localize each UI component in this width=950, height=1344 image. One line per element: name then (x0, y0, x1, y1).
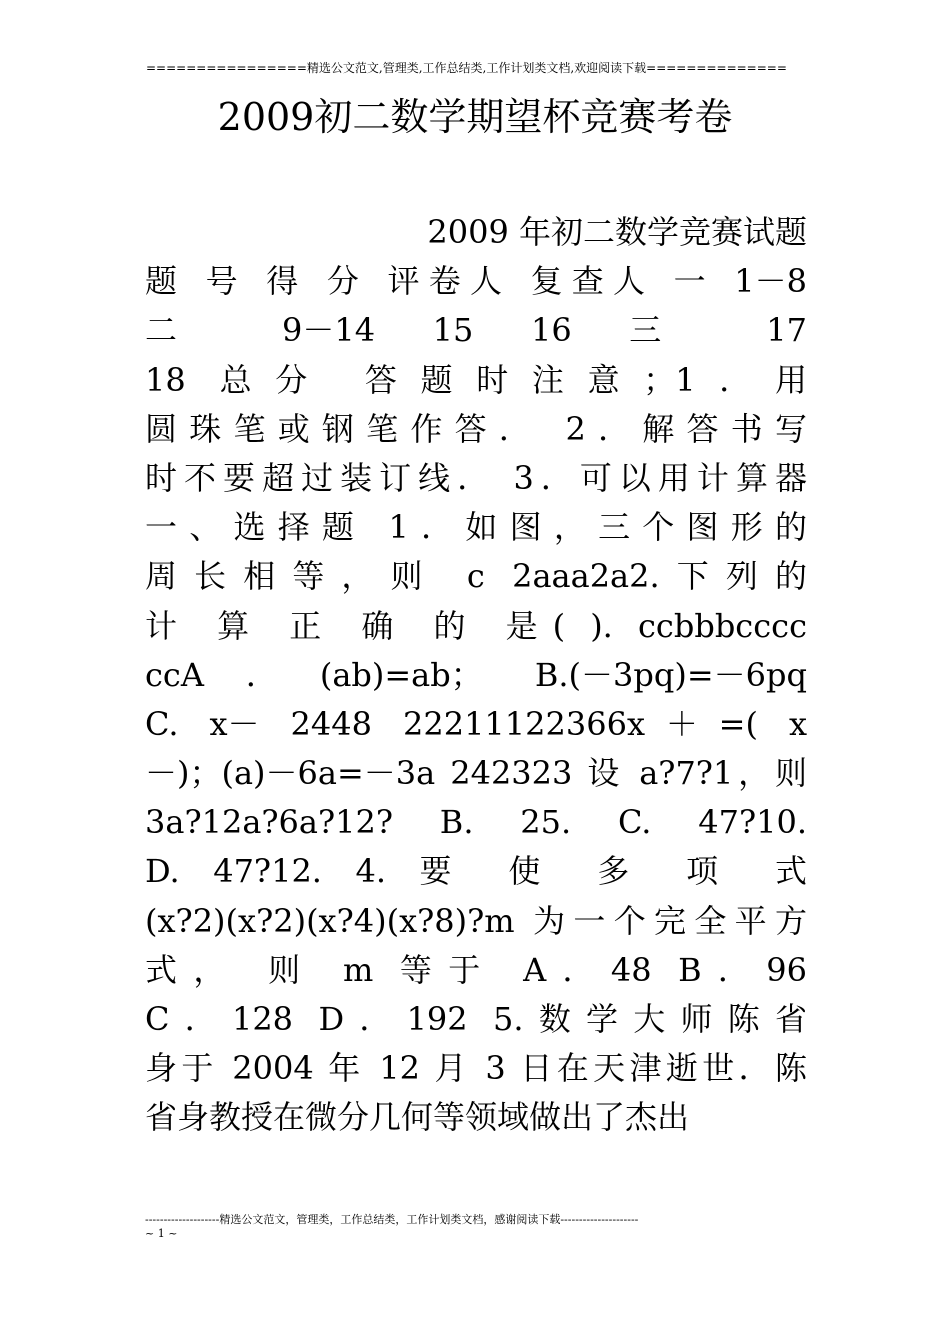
body-line: ccA．(ab)=ab； B.(－3pq)=－6pq (145, 655, 807, 694)
body-line: (x?2)(x?2)(x?4)(x?8)?m 为一个完全平方 (145, 901, 807, 940)
body-line: 计 算 正 确 的 是( ). ccbbbcccc (145, 606, 807, 645)
body-line: 题 号 得 分 评卷人 复查人 一 1－8 (145, 262, 807, 301)
body-line: D. 47?12. 4. 要 使 多 项 式 (145, 852, 807, 891)
page-header: ================精选公文范文,管理类,工作总结类,工作计划类文档,欢迎阅读下载============== (146, 61, 787, 75)
body-line: 18 总分 答题时注意；1．用 (145, 360, 807, 399)
body-line: 3a?12a?6a?12? B. 25. C. 47?10. (145, 803, 807, 842)
body-line: －)；(a)－6a=－3a 242323 设 a?7?1，则 (145, 754, 807, 793)
body-line: 时不要超过装订线． 3．可以用计算器 (145, 458, 807, 497)
body-line: 式， 则 m 等于 A．48 B．96 (145, 950, 807, 989)
page-number: ~ 1 ~ (145, 1227, 178, 1240)
body-line: C. x－ 2448 22211122366x＋=( x (145, 704, 807, 743)
document-body (145, 208, 807, 1143)
body-line: C．128 D．192 5.数学大师陈省 (145, 1000, 807, 1038)
body-line: 二 9－14 15 16 三 17 (145, 311, 807, 350)
body-line: 圆珠笔或钢笔作答． 2．解答书写 (145, 409, 807, 448)
page-footer: --------------------精选公文范文，管理类，工作总结类，工作计划类文档，感谢阅读下载--------------------- (145, 1213, 639, 1226)
body-line: 2009 年初二数学竞赛试题 (427, 213, 807, 251)
body-line: 身于 2004 年 12 月 3 日在天津逝世．陈 (145, 1049, 807, 1088)
body-line: 省身教授在微分几何等领域做出了杰出 (145, 1098, 690, 1137)
document-title: 2009初二数学期望杯竞赛考卷 (217, 95, 733, 139)
body-line: 周长相等，则 c 2aaa2a2.下列的 (145, 557, 807, 596)
body-line: 一、选择题 1．如图，三个图形的 (145, 508, 807, 547)
